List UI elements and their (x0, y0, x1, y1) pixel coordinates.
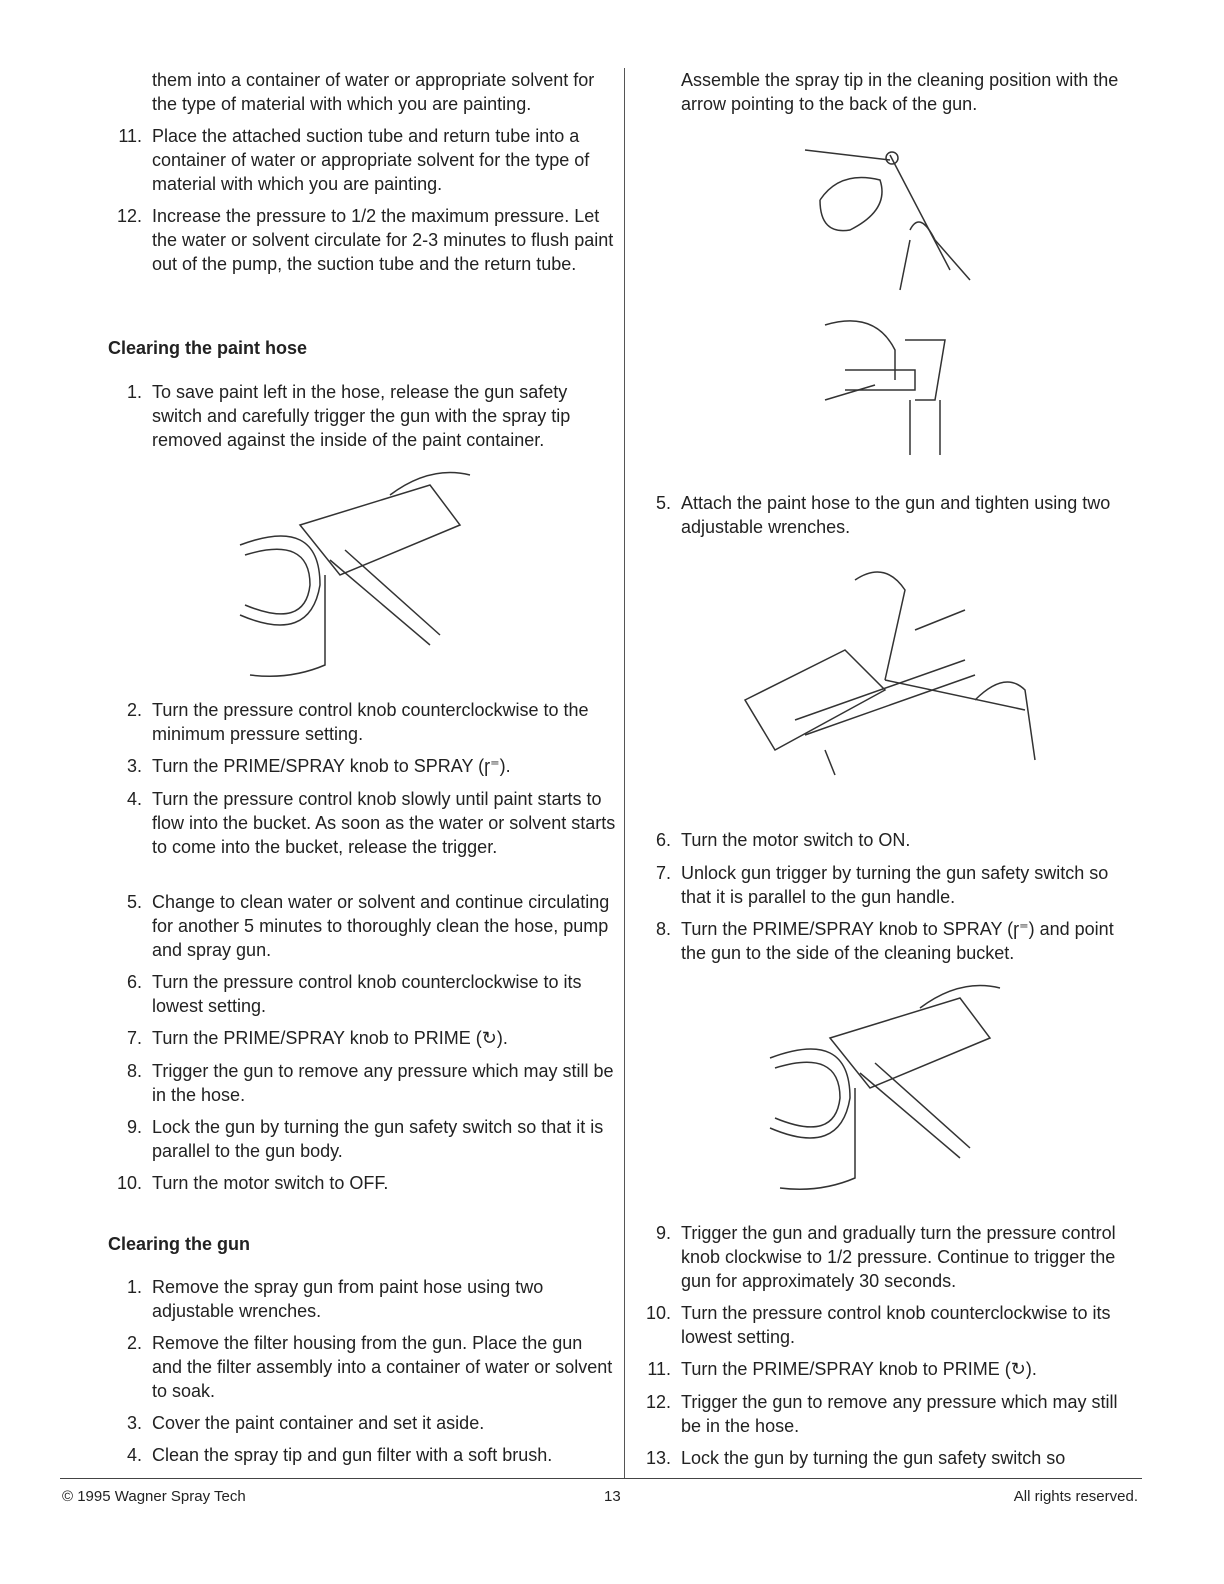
list-item: 3. Turn the PRIME/SPRAY knob to SPRAY (ɼ⁼). (126, 756, 511, 776)
footer-rule (60, 1478, 1142, 1479)
list-item: 3. Cover the paint container and set it aside. (126, 1413, 485, 1433)
footer-rights: All rights reserved. (1013, 1488, 1138, 1505)
section-heading: Clearing the paint hose (108, 338, 308, 358)
list-item: 8. Turn the PRIME/SPRAY knob to SPRAY (ɼ⁼) and point the gun to the side of the cleaning bucket. (655, 919, 1114, 963)
list-item: 10. Turn the motor switch to OFF. (116, 1173, 389, 1193)
list-item: 2. Remove the filter housing from the gun. Place the gun and the filter assembly into a container of water or solvent to soak. (126, 1333, 613, 1401)
illustration-wrenches-tighten-hose (735, 560, 1045, 795)
list-item: 13. Lock the gun by turning the gun safety switch so (645, 1448, 1066, 1468)
list-item: 1. To save paint left in the hose, release the gun safety switch and carefully trigger the gun with the spray tip removed against the inside of the paint container. (126, 382, 571, 450)
list-item: 4. Turn the pressure control knob slowly until paint starts to flow into the bucket. As soon as the water or solvent starts to come into the bucket, release the trigger. (126, 789, 616, 857)
list-item: 7. Turn the PRIME/SPRAY knob to PRIME (↻). (126, 1028, 508, 1048)
paragraph: Assemble the spray tip in the cleaning position with the arrow pointing to the back of the gun. (681, 70, 1119, 114)
list-item: 8. Trigger the gun to remove any pressure which may still be in the hose. (126, 1061, 614, 1105)
illustration-spray-tip-assembly (815, 310, 965, 460)
list-item: 5. Change to clean water or solvent and continue circulating for another 5 minutes to thoroughly clean the hose, pump and spray gun. (126, 892, 610, 960)
list-item: 5. Attach the paint hose to the gun and tighten using two adjustable wrenches. (655, 493, 1111, 537)
illustration-gun-into-bucket (760, 978, 1020, 1198)
footer-copyright: © 1995 Wagner Spray Tech (62, 1488, 246, 1505)
section-heading: Clearing the gun (108, 1234, 251, 1254)
list-item: 6. Turn the motor switch to ON. (655, 830, 911, 850)
list-item: 7. Unlock gun trigger by turning the gun safety switch so that it is parallel to the gun handle. (655, 863, 1109, 907)
list-item: 2. Turn the pressure control knob counterclockwise to the minimum pressure setting. (126, 700, 589, 744)
list-item: 10. Turn the pressure control knob counterclockwise to its lowest setting. (645, 1303, 1111, 1347)
list-item: 1. Remove the spray gun from paint hose using two adjustable wrenches. (126, 1277, 544, 1321)
list-item: 9. Trigger the gun and gradually turn the pressure control knob clockwise to 1/2 pressure. Continue to trigger the gun for approximately 30 seconds. (655, 1223, 1116, 1291)
list-item: 11. Place the attached suction tube and return tube into a container of water or appropriate solvent for the type of material with which you are painting. (118, 126, 590, 194)
list-item: 11. Turn the PRIME/SPRAY knob to PRIME (↻). (647, 1359, 1037, 1379)
list-item: 12. Trigger the gun to remove any pressure which may still be in the hose. (645, 1392, 1118, 1436)
list-item: 4. Clean the spray tip and gun filter with a soft brush. (126, 1445, 553, 1465)
list-item: 6. Turn the pressure control knob counterclockwise to its lowest setting. (126, 972, 582, 1016)
page-number: 13 (604, 1488, 621, 1505)
continued-paragraph: them into a container of water or appropriate solvent for the type of material with which you are painting. (152, 70, 595, 114)
illustration-spray-tip-brush (800, 140, 990, 295)
illustration-gun-into-bucket (230, 465, 490, 685)
list-item: 9. Lock the gun by turning the gun safety switch so that it is parallel to the gun body. (126, 1117, 604, 1161)
column-divider (624, 68, 625, 1478)
list-item: 12. Increase the pressure to 1/2 the maximum pressure. Let the water or solvent circulate for 2-3 minutes to flush paint out of the pump, the suction tube and the return tube. (116, 206, 614, 274)
